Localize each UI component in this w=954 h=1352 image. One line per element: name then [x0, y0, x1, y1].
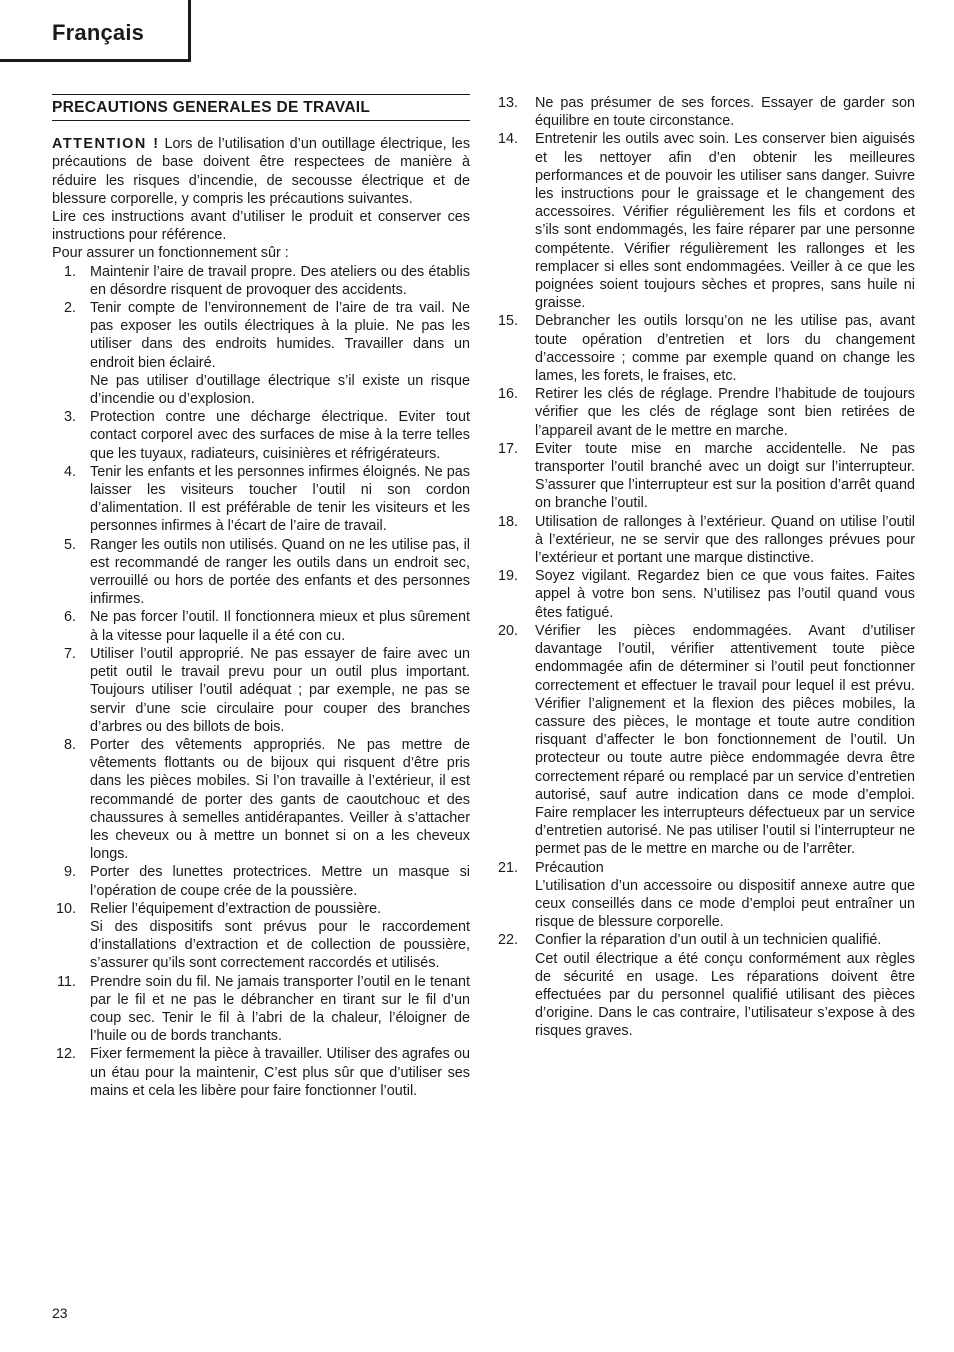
item-number: 10. [55, 900, 76, 917]
item-number: 1. [63, 263, 76, 280]
left-item-list [52, 263, 470, 1100]
list-item [496, 312, 915, 385]
item-text: Utilisation de rallonges à l’extérieur. Quand on utilise l’outil à l’extérieur, ne se servir que des rallonges prévues pour l’extérieur et portant une marque distinctive. [535, 513, 915, 567]
item-text: Eviter toute mise en marche accidentelle. Ne pas transporter l’outil branché avec un doigt sur l’interrupteur. S’assurer que l’interrupteur est sur la position d’arrêt quand on branche l’outil. [535, 440, 915, 512]
item-text: Fixer fermement la pièce à travailler. Utiliser des agrafes ou un étau pour la maintenir, C’est plus sûr que d’utiliser ses mains et cela les libère pour faire fonctionner l’outil. [90, 1046, 470, 1099]
item-number: 12. [55, 1046, 76, 1063]
attention-paragraph [52, 135, 470, 208]
list-item [496, 513, 915, 568]
item-text: Porter des vêtements appropriés. Ne pas mettre de vêtements flottants ou de bijoux qui risquent d’être pris dans les pièces mobiles. Si l’on travaille à l’extérieur, il est recommandé de porter des gants de caoutchouc et des chaussures à semelles antidérapantes. Veiller à s’attacher les cheveux ou à mettre un bonnet si on a les cheveux longs. [90, 736, 470, 863]
item-text: Ranger les outils non utilisés. Quand on ne les utilise pas, il est recommandé de ranger les outils dans un endroit sec, verrouillé ou hors de portée des enfants et des personnes infirmes. [90, 536, 470, 608]
item-text: Utiliser l’outil approprié. Ne pas essayer de faire avec un petit outil le travail prevu pour un outil plus important. Toujours utiliser l’outil adéquat ; par exemple, ne pas se servir d’une scie circulaire pour couper des branches d’arbres ou des billots de bois. [90, 645, 470, 735]
item-text: Debrancher les outils lorsqu’on ne les utilise pas, avant toute opération d’entretien et lors du changement d’accessoire ; comme par exemple quand on change les lames, les forets, le fraises, etc. [535, 313, 915, 385]
item-text-continued: Cet outil électrique a été conçu conformément aux règles de sécurité en usage. Les réparations doivent être effectuées par du personnel qualifié utilisant des pièces d’origine. Dans le cas contraire, l’utilisateur s’expose à des risques graves. [535, 950, 915, 1040]
list-item [52, 645, 470, 736]
item-number: 16. [497, 386, 518, 403]
item-text-continued: L’utilisation d’un accessoire ou dispositif annexe autre que ceux conseillés dans ce mode d’emploi peut entraîner un risque de blessure corporelle. [535, 877, 915, 931]
item-number: 22. [497, 932, 518, 949]
right-item-list [496, 94, 915, 1041]
item-number: 21. [497, 859, 518, 876]
item-number: 15. [497, 313, 518, 330]
item-text-continued: Ne pas utiliser d’outillage électrique s’il existe un risque d’incendie ou d’explosion. [90, 372, 470, 408]
item-text: Tenir les enfants et les personnes infirmes éloignés. Ne pas laisser les visiteurs toucher l’outil ni son cordon d’alimentation. Il est préférable de tenir les visiteurs et les personnes infirmes à l’écart de l’aire de travail. [90, 463, 470, 535]
item-number: 19. [497, 568, 518, 585]
list-item [52, 973, 470, 1046]
list-item [52, 863, 470, 899]
item-text: Soyez vigilant. Regardez bien ce que vous faites. Faites appel à votre bon sens. N’utilisez pas l’outil quand vous êtes fatigué. [535, 568, 915, 621]
list-item [496, 931, 915, 1040]
list-item [496, 567, 915, 622]
left-column [52, 94, 470, 1100]
list-item [52, 1045, 470, 1100]
item-text: Protection contre une décharge électrique. Eviter tout contact corporel avec des surfaces de mise à la terre telles que les tuyaux, radiateurs, cuisinières et réfrigérateurs. [90, 409, 470, 462]
intro [52, 135, 470, 262]
item-text: Prendre soin du fil. Ne jamais transporter l’outil en le tenant par le fil et ne pas le débrancher en tirant sur le fil d’un coup sec. Tenir le fil à l’abri de la chaleur, l’éloigner de l’huile ou de bords tranchants. [90, 973, 470, 1045]
item-text-continued: Si des dispositifs sont prévus pour le raccordement d’installations d’extraction et de collection de poussière, s’assurer qu’ils sont correctement raccordés et utilisés. [90, 918, 470, 972]
item-number: 11. [57, 973, 76, 990]
item-text: Tenir compte de l’environnement de l’aire de tra vail. Ne pas exposer les outils électriques à la pluie. Ne pas les utiliser dans des endroits humides. Travailler dans un endroit bien éclairé. [90, 300, 470, 371]
list-item [52, 608, 470, 644]
right-column [496, 94, 915, 1041]
list-item [496, 385, 915, 440]
item-text: Précaution [535, 859, 604, 876]
page-number: 23 [52, 1305, 68, 1321]
item-text: Confier la réparation d’un outil à un technicien qualifié. [535, 932, 882, 949]
list-item [496, 130, 915, 312]
list-item [52, 408, 470, 463]
list-item [52, 463, 470, 536]
item-number: 2. [63, 300, 76, 317]
list-item [496, 622, 915, 859]
attention-text: Lors de l’utilisation d’un outillage électrique, les précautions de base doivent être respectees de manière à réduire les risques d’incendie, de secousse électrique et de blessure corporelle, y compris les précautions suivantes. [52, 136, 471, 207]
list-item [52, 299, 470, 408]
list-item [496, 859, 915, 932]
item-number: 7. [63, 645, 76, 662]
item-number: 8. [63, 736, 76, 753]
item-number: 17. [497, 440, 518, 457]
item-number: 9. [63, 864, 76, 881]
item-text: Entretenir les outils avec soin. Les conserver bien aiguisés et les nettoyer afin d’en obtenir les meilleures performances et de pouvoir les utiliser sans danger. Suivre les instructions pour le graissage et le changement des accessoires. Vérifier régulièrement les fils et cordons et s’ils sont endommagés, les faire réparer par une personne compétente. Vérifier régulièrement les rallonges et les remplacer si elles sont endommagées. Veiller à ce que les poignées soient toujours sèches et propres, sans huile ni graisse. [535, 131, 915, 312]
language-tab [0, 0, 191, 62]
item-text: Porter des lunettes protectrices. Mettre un masque si l’opération de coupe crée de la poussière. [90, 864, 470, 899]
list-item [496, 94, 915, 130]
item-number: 13. [497, 95, 518, 111]
list-item [52, 736, 470, 863]
item-text: Relier l’équipement d’extraction de poussière. [90, 900, 382, 917]
item-text: Maintenir l’aire de travail propre. Des ateliers ou des établis en désordre risquent de provoquer des accidents. [90, 263, 470, 298]
item-number: 18. [497, 513, 518, 530]
keep-instructions-text: Lire ces instructions avant d’utiliser le produit et conserver ces instructions pour référence. [52, 209, 470, 244]
item-text: Ne pas forcer l’outil. Il fonctionnera mieux et plus sûrement à la vitesse pour laquelle il a été con cu. [90, 609, 470, 644]
item-text: Retirer les clés de réglage. Prendre l’habitude de toujours vérifier que les clés de réglage sont bien retirées de l’appareil avant de le mettre en marche. [535, 386, 915, 439]
list-item [52, 536, 470, 609]
list-item [52, 900, 470, 973]
item-number: 6. [63, 609, 76, 626]
safe-operation-text: Pour assurer un fonctionnement sûr : [52, 245, 289, 262]
item-text: Ne pas présumer de ses forces. Essayer de garder son équilibre en toute circonstance. [535, 95, 915, 130]
language-label: Français [52, 20, 145, 45]
section-title: PRECAUTIONS GENERALES DE TRAVAIL [52, 94, 470, 121]
item-number: 3. [63, 409, 76, 426]
item-number: 4. [63, 463, 76, 480]
list-item [52, 263, 470, 299]
list-item [496, 440, 915, 513]
item-number: 14. [497, 131, 518, 148]
item-number: 20. [497, 622, 518, 639]
attention-label: ATTENTION ! [52, 136, 160, 153]
item-number: 5. [63, 536, 76, 553]
item-text: Vérifier les pièces endommagées. Avant d’utiliser davantage l’outil, vérifier attentivement toute pièce endommagée afin de déterminer si l’outil peut fonctionner correctement et effectuer le travail pour lequel il est prévu. Vérifier l’alignement et la flexion des piêces mobiles, la cassure des pièces, le montage et toute autre condition risquant d’affecter le bon fonctionnement de l’outil. Un protecteur ou toute autre pièce endommagée devra être correctement réparé ou remplacé par un service d’entretien autorisé, sauf autre indication dans ce mode d’emploi. Faire remplacer les interrupteurs défectueux par un service d’entretien autorisé. Ne pas utiliser l’outil si l’interrupteur ne permet pas de le mettre en marche ou de l’arrêter. [535, 622, 915, 858]
